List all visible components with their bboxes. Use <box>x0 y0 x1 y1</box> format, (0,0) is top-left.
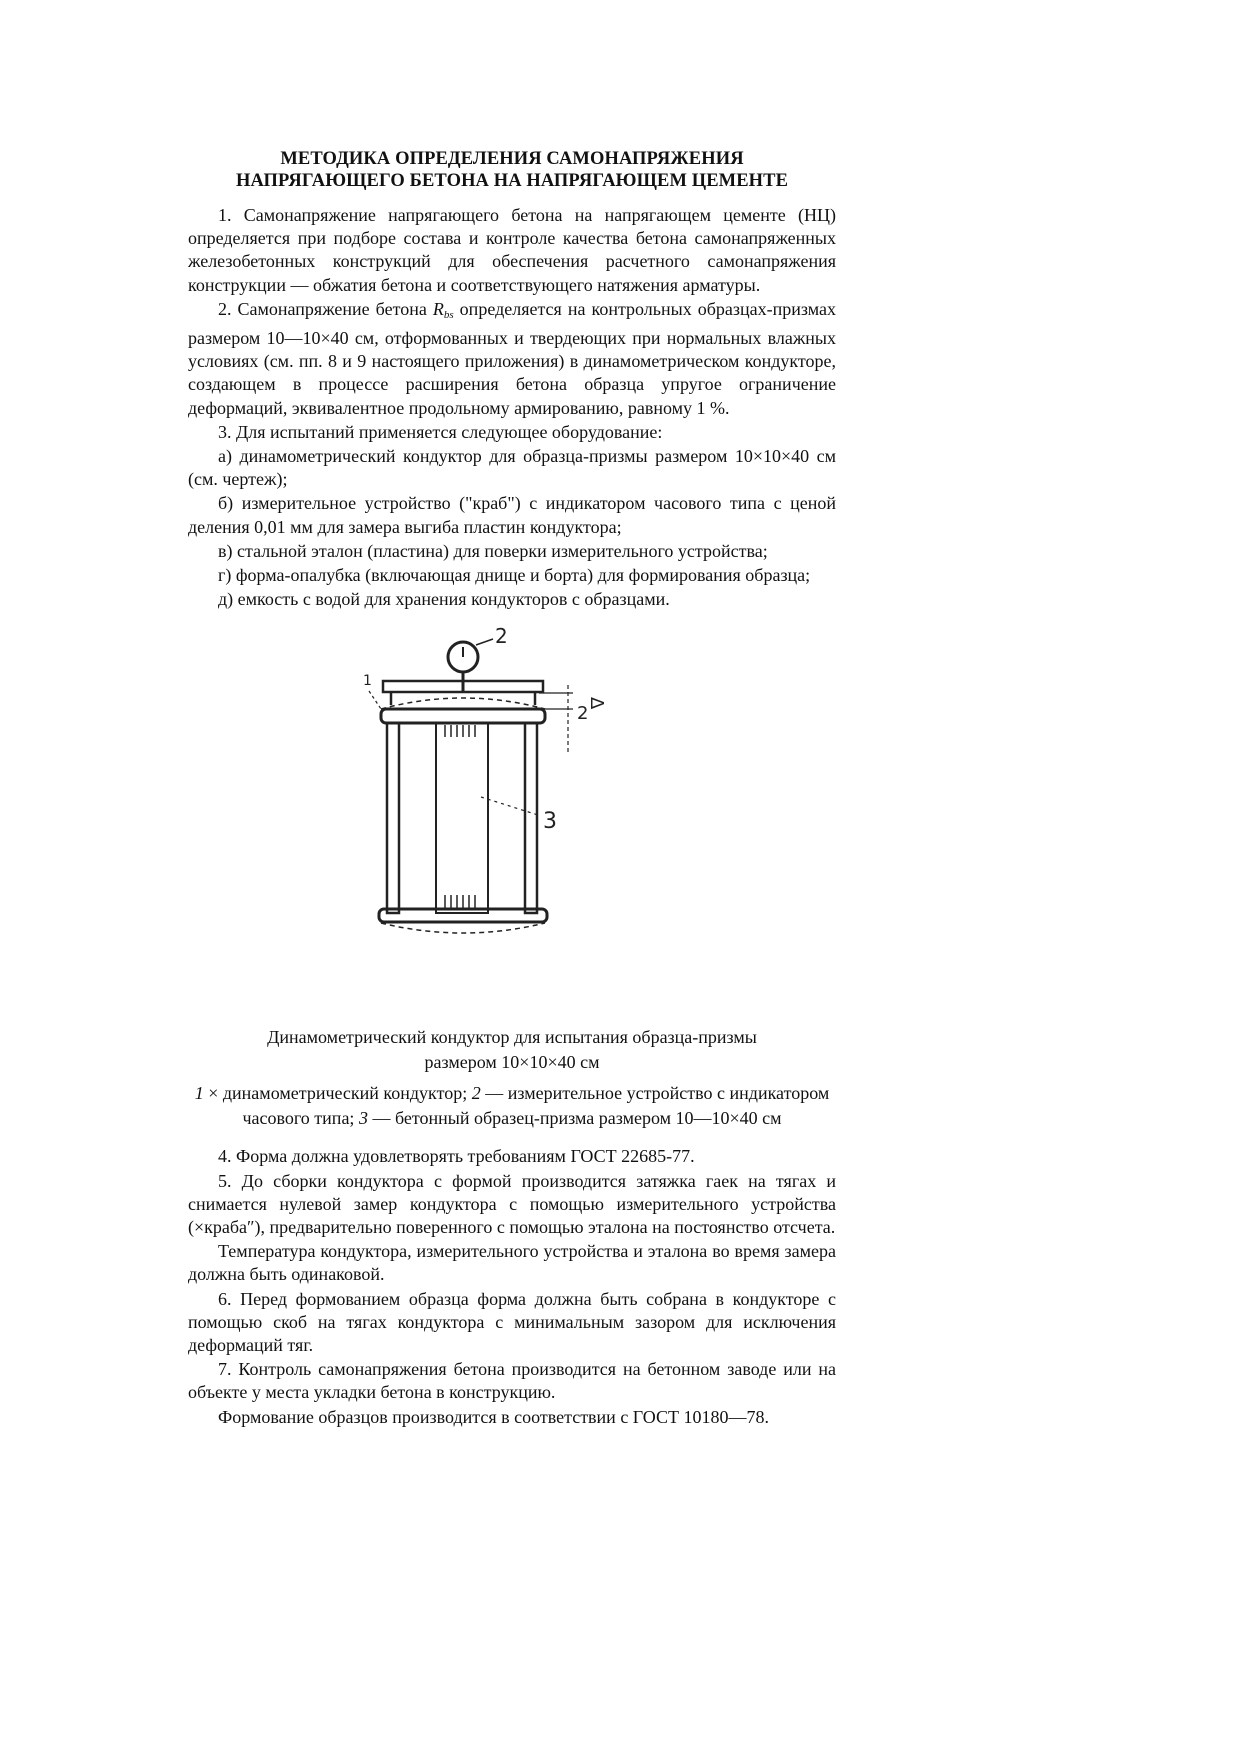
leader-2 <box>476 639 493 645</box>
paragraph-5: 5. До сборки кондуктора с формой производится затяжка гаек на тягах и снимается нулевой замер кондуктора с помощью измерительного устройства (×краба″), предварительно поверенного с помощью эталона на постоянство отсчета. <box>188 1170 836 1238</box>
paragraph-4: 4. Форма должна удовлетворять требованиям ГОСТ 22685-77. <box>218 1146 695 1167</box>
prism-top-hatch <box>445 725 475 737</box>
list-item-v: в) стальной эталон (пластина) для поверки измерительного устройства; <box>218 540 768 561</box>
label-1: 1 <box>363 673 372 690</box>
legend-number-1: 1 <box>194 1083 204 1104</box>
list-item-a: а) динамометрический кондуктор для образца-призмы размером 10×10×40 см (см. чертеж); <box>188 446 836 490</box>
paragraph-5b: Температура кондуктора, измерительного устройства и эталона во время замера должна быть одинаковой. <box>188 1241 836 1285</box>
legend-number-2: 2 <box>471 1083 481 1104</box>
symbol-r: R <box>432 298 444 319</box>
label-2: 2 <box>495 625 508 649</box>
title-line-2: НАПРЯГАЮЩЕГО БЕТОНА НА НАПРЯГАЮЩЕМ ЦЕМЕНТЕ <box>235 171 789 191</box>
dynamometer-drawing <box>363 625 623 1015</box>
leader-1 <box>369 691 381 709</box>
legend-text-3: — бетонный образец-призма размером 10—10×40 см <box>367 1108 782 1129</box>
document-page <box>188 148 836 1429</box>
left-rod <box>387 723 399 913</box>
legend-text-2: — измерительное устройство с индикатором часового типа; <box>242 1083 830 1129</box>
figure-legend <box>188 1081 836 1131</box>
figure-drawing <box>188 625 836 1025</box>
paragraph-2 <box>188 298 836 420</box>
leader-3 <box>481 797 538 815</box>
list-item-b: б) измерительное устройство ("краб") с индикатором часового типа с ценой деления 0,01 мм для замера выгиба пластин кондуктора; <box>188 493 836 537</box>
deflection-top <box>381 698 545 709</box>
title-line-1: МЕТОДИКА ОПРЕДЕЛЕНИЯ САМОНАПРЯЖЕНИЯ <box>280 149 744 169</box>
label-delta-den: 2 <box>577 703 589 725</box>
deflection-bottom <box>381 923 545 933</box>
right-rod <box>525 723 537 913</box>
paragraph-1: 1. Самонапряжение напрягающего бетона на напрягающем цементе (НЦ) определяется при подборе состава и контроле качества бетона самонапряженных железобетонных конструкций для обеспечения расчетного самонапряжения конструкции — обжатия бетона и соответствующего натяжения арматуры. <box>188 205 836 295</box>
symbol-subscript: bs <box>443 308 454 321</box>
concrete-prism <box>436 723 488 913</box>
figure-caption <box>188 1025 836 1075</box>
upper-plate <box>381 709 545 723</box>
paragraph-2-start: 2. Самонапряжение бетона <box>218 298 433 319</box>
legend-text-1: × динамометрический кондуктор; <box>203 1083 472 1104</box>
paragraph-6: 6. Перед формованием образца форма должна быть собрана в кондукторе с помощью скоб на тягах кондуктора с минимальным зазором для исключения деформаций тяг. <box>188 1288 836 1356</box>
document-title <box>188 148 836 192</box>
caption-line-1: Динамометрический кондуктор для испытания образца-призмы <box>267 1027 757 1048</box>
caption-line-2: размером 10×10×40 см <box>424 1052 600 1073</box>
bottom-plate <box>379 909 547 922</box>
paragraph-2-rest: определяется на контрольных образцах-призмах размером 10—10×40 см, отформованных и твердеющих при нормальных влажных условиях (см. пп. 8 и 9 настоящего приложения) в динамометрическом кондукторе, создающем в процессе расширения бетона образца упругое ограничение деформаций, эквивалентное продольному армированию, равному 1 %. <box>188 298 836 418</box>
legend-number-3: 3 <box>358 1108 368 1129</box>
label-delta: Δ <box>586 697 607 710</box>
paragraph-3: 3. Для испытаний применяется следующее оборудование: <box>218 421 663 442</box>
list-item-g: г) форма-опалубка (включающая днище и борта) для формирования образца; <box>218 565 811 586</box>
paragraph-7b: Формование образцов производится в соответствии с ГОСТ 10180—78. <box>218 1406 769 1427</box>
list-item-d: д) емкость с водой для хранения кондукторов с образцами. <box>218 589 670 610</box>
label-3: 3 <box>543 809 557 835</box>
paragraph-7: 7. Контроль самонапряжения бетона производится на бетонном заводе или на объекте у места укладки бетона в конструкцию. <box>188 1359 836 1403</box>
prism-bottom-hatch <box>445 895 475 909</box>
